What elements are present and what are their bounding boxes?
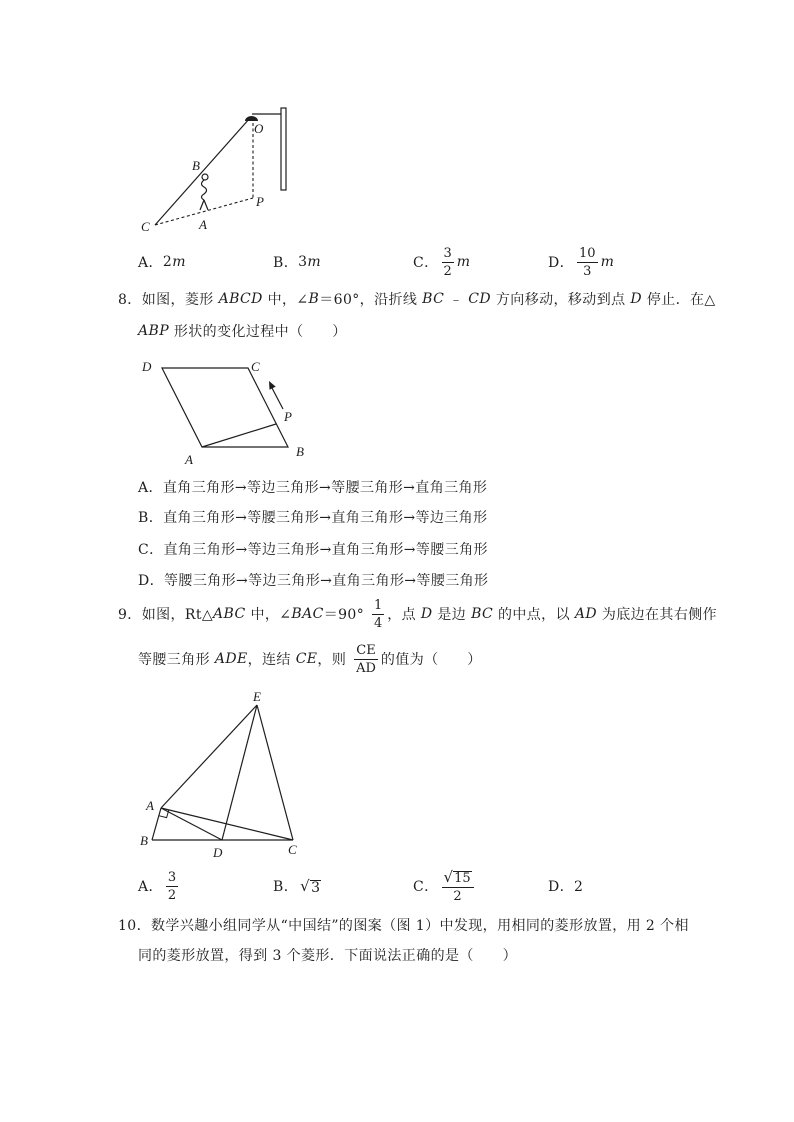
math-variable: CE <box>295 651 318 667</box>
text-segment: ＝60°，沿折线 <box>319 292 423 308</box>
math-variable: CD <box>468 291 492 307</box>
option-c <box>413 245 471 279</box>
fraction-denominator: 4 <box>373 615 383 631</box>
label-B: B <box>192 158 200 173</box>
label-O: O <box>254 121 264 136</box>
math-variable: BC <box>422 291 445 307</box>
label-B: B <box>140 833 148 848</box>
option-a <box>138 477 487 497</box>
math-variable: ABP <box>138 323 170 339</box>
text-segment: 等腰三角形 <box>138 652 215 668</box>
text-segment: 中，∠ <box>245 607 292 623</box>
math-variable: m <box>307 254 322 270</box>
figure-rhombus <box>135 350 315 470</box>
math-variable: ABC <box>213 606 246 622</box>
radical-sign: √ <box>300 876 311 895</box>
text-segment: D． <box>548 255 575 271</box>
fraction <box>166 870 178 903</box>
fraction-denominator: 2 <box>443 263 452 279</box>
text-segment: D．2 <box>548 879 584 895</box>
question-text-line-2 <box>138 642 482 676</box>
text-segment: 2 <box>162 254 173 270</box>
fraction-numerator: 1 <box>373 597 383 613</box>
math-variable: m <box>456 254 471 270</box>
segment-AP <box>202 424 276 447</box>
label-C: C <box>288 842 297 857</box>
math-variable: AD <box>574 606 597 622</box>
question-text-line-2 <box>138 945 517 965</box>
label-B: B <box>296 444 304 459</box>
text-segment: 的中点，以 <box>493 607 575 623</box>
fraction-numerator: 3 <box>443 245 452 261</box>
math-variable: ABCD <box>218 291 263 307</box>
label-A: A <box>199 217 207 232</box>
question-text: 10．数学兴趣小组同学从“中国结”的图案（图 1）中发现，用相同的菱形放置，用 2 个相 <box>118 918 689 934</box>
light-ray-line-CO <box>155 118 250 225</box>
wall <box>281 108 286 190</box>
option-b <box>273 876 323 896</box>
text-segment: A． <box>138 879 163 895</box>
fraction-denominator: AD <box>356 660 376 676</box>
text-segment: 形状的变化过程中（ ） <box>169 324 347 340</box>
option-a-text: A．直角三角形→等边三角形→等腰三角形→直角三角形 <box>138 480 488 496</box>
text-segment: B． <box>273 255 299 271</box>
fraction-denominator: 2 <box>453 888 462 904</box>
text-segment: C． <box>413 255 439 271</box>
option-c <box>138 539 488 559</box>
text-segment: C． <box>413 879 439 895</box>
math-variable: BAC <box>291 606 324 622</box>
text-segment: 9．如图，Rt△ <box>118 607 214 623</box>
radicand: 3 <box>311 879 321 896</box>
label-P: P <box>284 409 292 424</box>
text-segment: A． <box>138 255 163 271</box>
person-figure-icon <box>200 174 208 210</box>
fraction <box>442 869 474 904</box>
option-d <box>548 245 615 279</box>
text-segment: 停止．在△ <box>641 292 716 308</box>
label-E: E <box>253 689 261 704</box>
text-segment: 8．如图，菱形 <box>118 292 219 308</box>
text-segment: 为底边在其右侧作 <box>596 607 718 623</box>
text-segment: ，点 <box>387 607 421 623</box>
text-segment: 的值为（ ） <box>380 652 482 668</box>
math-variable: m <box>172 254 186 270</box>
label-D: D <box>142 359 152 374</box>
text-segment: ﹣ <box>444 292 469 308</box>
math-variable: BC <box>471 606 494 622</box>
segment-ED <box>222 705 257 840</box>
text-segment: 是边 <box>432 607 472 623</box>
question-text-line-2 <box>138 321 347 341</box>
option-c-text: C．直角三角形→等边三角形→直角三角形→等腰三角形 <box>138 542 488 558</box>
text-segment: 方向移动，移动到点 <box>491 292 631 308</box>
math-variable: ADE <box>214 651 248 667</box>
text-segment: B． <box>273 879 299 895</box>
fraction <box>442 246 454 279</box>
option-c <box>413 867 477 904</box>
segment-AC <box>161 808 293 840</box>
question-text: 同的菱形放置，得到 3 个菱形．下面说法正确的是（ ） <box>138 948 518 964</box>
option-d <box>548 876 583 896</box>
fraction <box>354 643 378 676</box>
fraction-numerator: 10 <box>579 245 596 261</box>
rhombus-ABCD <box>162 368 288 447</box>
motion-arrow-shaft <box>272 388 283 409</box>
segment-AE <box>161 705 257 808</box>
label-D: D <box>213 845 223 860</box>
figure-lamp-shadow <box>130 100 300 240</box>
option-b <box>138 507 487 527</box>
label-A: A <box>146 798 154 813</box>
fraction-numerator: 3 <box>167 869 177 885</box>
option-d-text: D．等腰三角形→等边三角形→直角三角形→等腰三角形 <box>138 573 489 589</box>
text-segment: 3 <box>298 254 308 270</box>
text-segment: ，则 <box>317 652 352 668</box>
label-A: A <box>185 452 193 467</box>
figure-right-triangle <box>135 685 310 860</box>
fraction <box>577 246 598 279</box>
square-root <box>300 878 321 895</box>
option-a <box>138 869 181 903</box>
fraction <box>372 598 384 631</box>
question-text-line-1 <box>118 597 718 631</box>
label-C: C <box>141 219 150 234</box>
fraction-denominator: 2 <box>167 887 177 903</box>
radicand: 15 <box>454 870 471 886</box>
radical-sign: √ <box>443 867 454 886</box>
option-b <box>273 252 321 272</box>
segment-EC <box>257 705 293 840</box>
text-segment: ＝90° <box>323 607 369 623</box>
option-d <box>138 570 488 590</box>
question-text-line-1 <box>118 915 689 935</box>
math-variable: B <box>308 291 320 307</box>
text-segment: 中，∠ <box>262 292 309 308</box>
label-C: C <box>251 359 260 374</box>
fraction-numerator: CE <box>356 642 376 658</box>
segment-AD <box>161 808 222 840</box>
fraction-numerator <box>442 869 474 888</box>
fraction-denominator: 3 <box>583 263 592 279</box>
option-a <box>138 252 186 272</box>
question-text-line-1 <box>118 289 716 309</box>
label-P: P <box>256 194 264 209</box>
math-variable: m <box>600 254 615 270</box>
math-variable: D <box>630 291 642 307</box>
text-segment: ，连结 <box>247 652 296 668</box>
option-b-text: B．直角三角形→等腰三角形→直角三角形→等边三角形 <box>138 510 488 526</box>
math-variable: D <box>420 606 433 622</box>
